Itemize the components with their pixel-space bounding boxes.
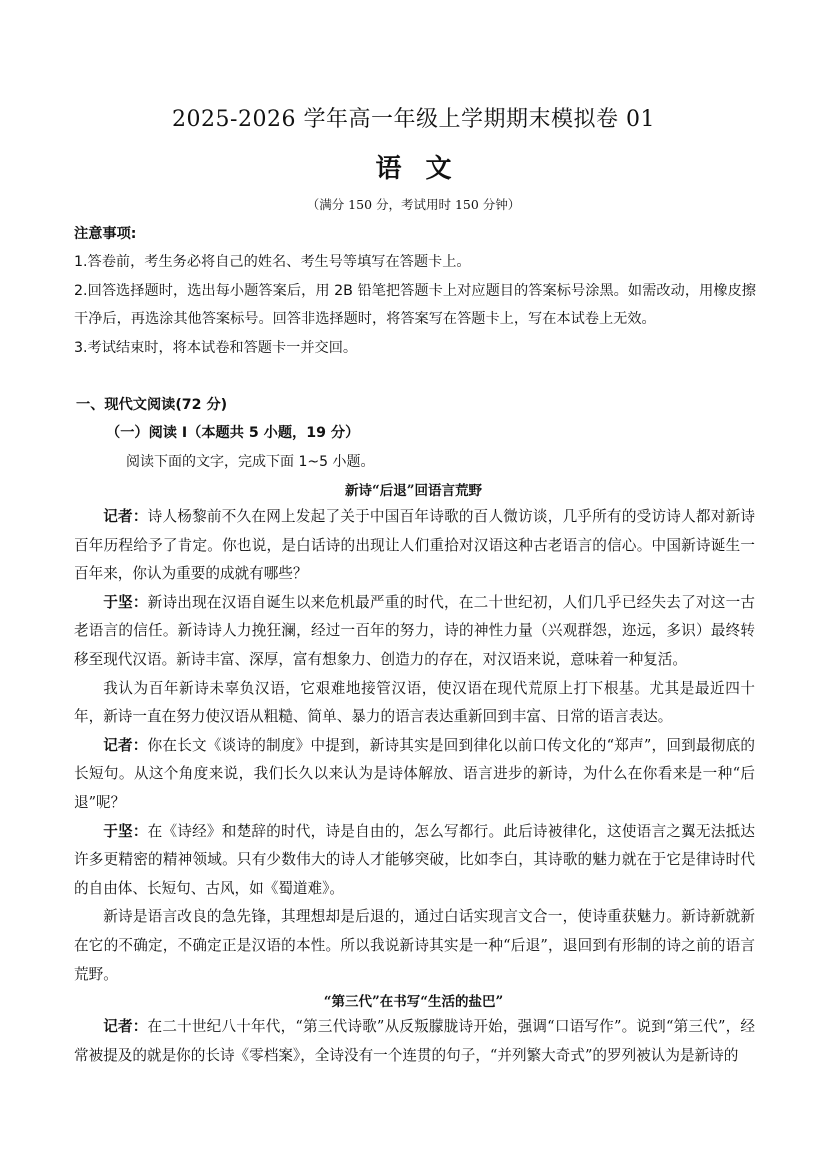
notice-heading: 注意事项:: [74, 226, 137, 242]
exam-title: 2025-2026 学年高一年级上学期期末模拟卷 01: [172, 107, 655, 132]
exam-meta: （满分 150 分，考试用时 150 分钟）: [306, 197, 521, 212]
notice-item: 1.答卷前，考生务必将自己的姓名、考生号等填写在答题卡上。: [74, 254, 471, 270]
section-subtitle: （一）阅读 I（本题共 5 小题，19 分）: [106, 425, 360, 441]
article-body-1: [74, 503, 755, 989]
notice-item: 3.考试结束时，将本试卷和答题卡一并交回。: [74, 339, 358, 356]
speaker-label: 记者：: [103, 508, 148, 525]
speaker-label: 于坚：: [103, 593, 148, 611]
paragraph-text: 新诗是语言改良的急先锋，其理想却是后退的，通过白话实现言文合一，使诗重获魅力。新诗新就新在它的不确定，不确定正是汉语的本性。所以我说新诗其实是一种“后退”，退回到有形制的诗之前的语言荒野。: [74, 908, 755, 983]
subject-title: 语文: [375, 154, 476, 184]
article-body-2: [74, 1013, 755, 1070]
paragraph: [74, 503, 755, 589]
reading-instruction: 阅读下面的文字，完成下面 1~5 小题。: [126, 454, 375, 470]
paragraph: [74, 818, 755, 904]
notice-item: 2.回答选择题时，选出每小题答案后，用 2B 铅笔把答题卡上对应题目的答案标号涂黑。如需改动，用橡皮擦干净后，再选涂其他答案标号。回答非选择题时，将答案写在答题卡上，写在本试卷上无效。: [74, 282, 756, 327]
paragraph-text: 新诗出现在汉语自诞生以来危机最严重的时代，在二十世纪初，人们几乎已经失去了对这一古老语言的信任。新诗诗人力挽狂澜，经过一百年的努力，诗的神性力量（兴观群怨，迩远，多识）最终转移至现代汉语。新诗丰富、深厚，富有想象力、创造力的存在，对汉语来说，意味着一种复活。: [74, 593, 755, 668]
paragraph-text: 你在长文《谈诗的制度》中提到，新诗其实是回到律化以前口传文化的“郑声”，回到最彻底的长短句。从这个角度来说，我们长久以来认为是诗体解放、语言进步的新诗，为什么在你看来是一种“后退”呢？: [74, 736, 755, 811]
paragraph: [74, 732, 755, 818]
article-heading: 新诗“后退”回语言荒野: [344, 483, 483, 499]
paragraph: [74, 675, 755, 732]
paragraph-text: 在二十世纪八十年代，“第三代诗歌”从反叛朦胧诗开始，强调“口语写作”。说到“第三代”，经常被提及的就是你的长诗《零档案》，全诗没有一个连贯的句子，“并列繁大奇式”的罗列被认为是新诗的: [74, 1018, 755, 1064]
article-heading: “第三代”在书写“生活的盐巴”: [323, 994, 504, 1010]
notice-list: [74, 248, 756, 362]
paragraph: [74, 589, 755, 675]
speaker-label: 记者：: [103, 736, 148, 754]
paragraph-text: 诗人杨黎前不久在网上发起了关于中国百年诗歌的百人微访谈，几乎所有的受访诗人都对新诗百年历程给予了肯定。你也说，是白话诗的出现让人们重拾对汉语这种古老语言的信心。中国新诗诞生一百年来，你认为重要的成就有哪些？: [74, 508, 755, 583]
speaker-label: 于坚：: [103, 822, 148, 840]
section-title: 一、现代文阅读(72 分): [76, 397, 228, 413]
paragraph: [74, 1013, 755, 1070]
paragraph: [74, 903, 755, 989]
speaker-label: 记者：: [103, 1018, 148, 1035]
paragraph-text: 我认为百年新诗未辜负汉语，它艰难地接管汉语，使汉语在现代荒原上打下根基。尤其是最近四十年，新诗一直在努力使汉语从粗糙、简单、暴力的语言表达重新回到丰富、日常的语言表达。: [74, 679, 755, 726]
paragraph-text: 在《诗经》和楚辞的时代，诗是自由的，怎么写都行。此后诗被律化，这使语言之翼无法抵达许多更精密的精神领域。只有少数伟大的诗人才能够突破，比如李白，其诗歌的魅力就在于它是律诗时代的自由体、长短句、古风，如《蜀道难》。: [74, 822, 755, 897]
